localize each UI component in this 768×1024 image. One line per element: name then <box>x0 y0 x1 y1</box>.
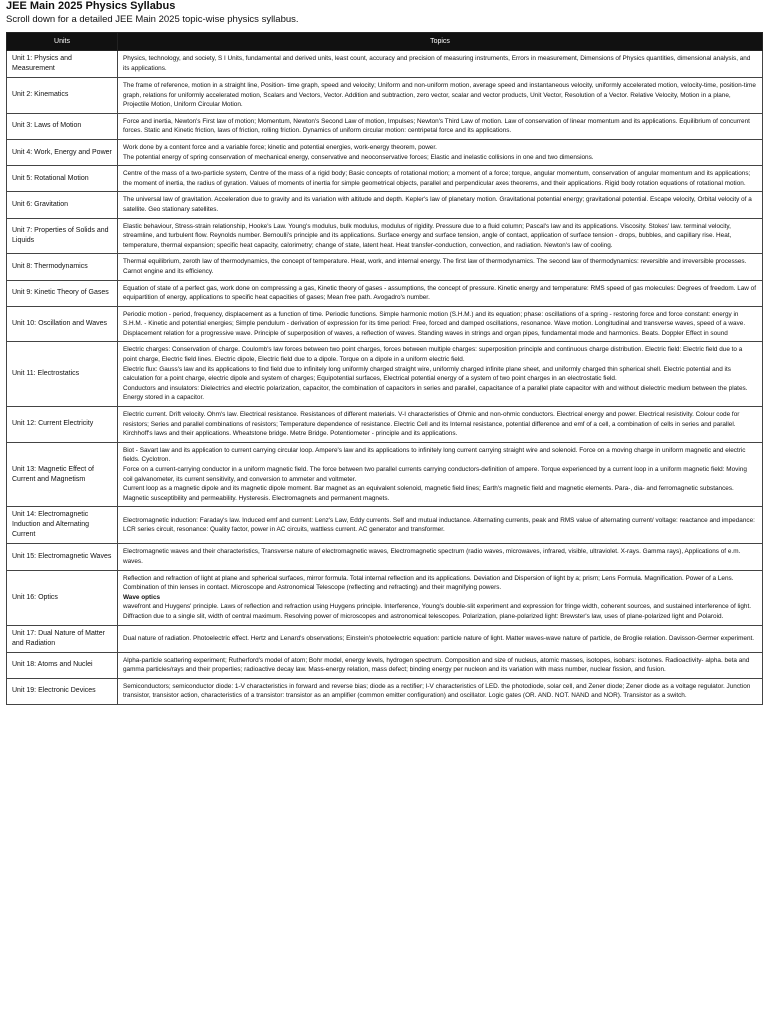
topics-cell <box>118 507 763 544</box>
header-topics: Topics <box>118 33 763 51</box>
topics-cell <box>118 166 763 192</box>
table-row <box>7 652 763 678</box>
unit-cell: Unit 3: Laws of Motion <box>7 113 118 139</box>
table-row <box>7 113 763 139</box>
topics-cell <box>118 678 763 704</box>
table-row <box>7 306 763 342</box>
unit-cell: Unit 16: Optics <box>7 570 118 625</box>
topic-text: Semiconductors; semiconductor diode: 1-V characteristics in forward and reverse bias; diode as a rectifier; I-V characteristics of LED. the photodiode, solar cell, and Zener diode; Zener diode as a voltage regulator. Junction transistor, transistor action, characteristics of a transistor: transistor as an amplifier (common emitter configuration) and oscillator. Logic gates (OR. AND. NOT. NAND and NOR). Transistor as a switch. <box>123 682 751 700</box>
topics-cell <box>118 407 763 443</box>
table-row <box>7 192 763 218</box>
unit-cell: Unit 17: Dual Nature of Matter and Radiation <box>7 625 118 652</box>
table-row <box>7 678 763 704</box>
table-row <box>7 51 763 78</box>
topics-cell <box>118 139 763 165</box>
topics-cell <box>118 280 763 306</box>
table-row <box>7 570 763 625</box>
topics-cell <box>118 254 763 280</box>
topic-text: Force and inertia, Newton's First law of motion; Momentum, Newton's Second Law of motion, Impulses; Newton's Third Law of motion. Law of conservation of linear momentum and its applications. Equilibrium of concurrent forces. Static and Kinetic friction, laws of friction, rolling friction. Dynamics of uniform circular motion: centripetal force and its applications. <box>123 117 750 135</box>
topics-cell <box>118 544 763 570</box>
topic-text: Biot - Savart law and its application to current carrying circular loop. Ampere's law and its applications to infinitely long current carrying straight wire and solenoid. Force on a moving charge in uniform magnetic and electric fields. Cyclotron. <box>123 446 746 464</box>
unit-cell: Unit 5: Rotational Motion <box>7 166 118 192</box>
page-subtitle: Scroll down for a detailed JEE Main 2025 topic-wise physics syllabus. <box>6 14 299 25</box>
page-title: JEE Main 2025 Physics Syllabus <box>6 0 176 12</box>
unit-cell: Unit 8: Thermodynamics <box>7 254 118 280</box>
unit-cell: Unit 12: Current Electricity <box>7 407 118 443</box>
table-row <box>7 166 763 192</box>
table-header-row <box>7 33 763 51</box>
topic-text: Wave optics <box>123 593 161 601</box>
unit-cell: Unit 19: Electronic Devices <box>7 678 118 704</box>
table-row <box>7 139 763 165</box>
topic-text: Electric current. Drift velocity. Ohm's law. Electrical resistance. Resistances of different materials. V-I characteristics of Ohmic and non-ohmic conductors. Electrical energy and power. Electrical resistivity. Colour code for resistors; Series and parallel combinations of resistors; Temperature dependence of resistance. Electric Cell and its Internal resistance, potential difference and emf of a cell, a combination of cells in series and parallel. Kirchhoff's laws and their applications. Wheatstone bridge. Metre Bridge. Potentiometer - principle and its applications. <box>123 411 740 438</box>
topics-cell <box>118 570 763 625</box>
topics-cell <box>118 652 763 678</box>
topic-text: wavefront and Huygens' principle. Laws of reflection and refraction using Huygens principle. Interference, Young's double-slit experiment and expression for fringe width, coherent sources, and sustained interference of light. Diffraction due to a single slit, width of central maximum. Resolving power of microscopes and astronomical telescopes. Polarization, plane-polarized light: Brewster's law, uses of plane-polarized light and Polaroid. <box>123 603 752 620</box>
table-row <box>7 280 763 306</box>
unit-cell: Unit 14: Electromagnetic Induction and Alternating Current <box>7 507 118 544</box>
unit-cell: Unit 2: Kinematics <box>7 78 118 114</box>
topic-text: Centre of the mass of a two-particle system, Centre of the mass of a rigid body; Basic concepts of rotational motion; a moment of a force; torque, angular momentum, conservation of angular momentum and its applications; the moment of inertia, the radius of gyration. Values of moments of inertia for simple geometrical objects, parallel and perpendicular axes theorems, and their applications. Rigid body rotation equations of rotational motion. <box>123 170 751 187</box>
topics-cell <box>118 51 763 78</box>
table-row <box>7 254 763 280</box>
unit-cell: Unit 11: Electrostatics <box>7 342 118 407</box>
table-row <box>7 442 763 507</box>
unit-cell: Unit 15: Electromagnetic Waves <box>7 544 118 570</box>
topic-text: Electric flux: Gauss's law and its applications to find field due to infinitely long uniformly charged straight wire, uniformly charged infinite plane sheet, and uniformly charged thin spherical shell. Electric potential and its calculation for a point charge, electric dipole and system of charges; Equipotential surfaces, Electrical potential energy of a system of two point charges in an electrostatic field. <box>123 365 731 383</box>
unit-cell: Unit 10: Oscillation and Waves <box>7 306 118 342</box>
topic-text: Reflection and refraction of light at plane and spherical surfaces, mirror formula. Total internal reflection and its applications. Deviation and Dispersion of light by a; prism; Lens Formula. Magnification. Power of a Lens. Combination of thin lenses in contact. Microscope and Astronomical Telescope (reflecting and refracting) and their magnifying powers. <box>123 574 734 592</box>
topics-cell <box>118 342 763 407</box>
unit-cell: Unit 13: Magnetic Effect of Current and Magnetism <box>7 442 118 507</box>
topic-text: Electric charges: Conservation of charge. Coulomb's law forces between two point charges, forces between multiple charges: superposition principle and continuous charge distribution. Electric field: Electric field due to a point charge, Electric field lines. Electric dipole, Electric field due to a dipole. Torque on a dipole in a uniform electric field. <box>123 346 743 364</box>
topic-text: Electromagnetic waves and their characteristics, Transverse nature of electromagnetic waves, Electromagnetic spectrum (radio waves, microwaves, infrared, visible, ultraviolet. X-rays. Gamma rays), Applications of e.m. waves. <box>123 548 741 565</box>
topic-text: Dual nature of radiation. Photoelectric effect. Hertz and Lenard's observations; Einstein's photoelectric equation: particle nature of light. Matter waves-wave nature of particle, de Broglie relation. Davisson-Germer experiment. <box>123 634 755 642</box>
syllabus-table <box>6 32 763 705</box>
table-row <box>7 544 763 570</box>
table-row <box>7 625 763 652</box>
table-row <box>7 507 763 544</box>
topic-text: The frame of reference, motion in a straight line, Position- time graph, speed and velocity; Uniform and non-uniform motion, average speed and instantaneous velocity, uniformly accelerated motion, velocity-time, position-time graph, relations for uniformly accelerated motion, Scalars and Vectors, Vector. Addition and subtraction, zero vector, scalar and vector products, Unit Vector, Resolution of a Vector. Relative Velocity, Motion in a plane, Projectile Motion, Uniform Circular Motion. <box>123 82 756 109</box>
topic-text: Periodic motion - period, frequency, displacement as a function of time. Periodic functions. Simple harmonic motion (S.H.M.) and its equation; phase: oscillations of a spring - restoring force and force constant: energy in S.H.M. - Kinetic and potential energies; Simple pendulum - derivation of expression for its time period: Free, forced and damped oscillations, resonance. Wave motion. Longitudinal and transverse waves, speed of a wave. Displacement relation for a progressive wave. Principle of superposition of waves, a reflection of waves. Standing waves in strings and organ pipes, fundamental mode and harmonics. Beats. Doppler Effect in sound <box>123 310 746 337</box>
topics-cell <box>118 192 763 218</box>
table-row <box>7 78 763 114</box>
topics-cell <box>118 78 763 114</box>
topic-text: The universal law of gravitation. Acceleration due to gravity and its variation with altitude and depth. Kepler's law of planetary motion. Gravitational potential energy; gravitational potential. Escape velocity, Orbital velocity of a satellite. Geo stationary satellites. <box>123 196 752 213</box>
header-units: Units <box>7 33 118 51</box>
topics-cell <box>118 442 763 507</box>
topic-text: Work done by a content force and a variable force; kinetic and potential energies, work-energy theorem, power. <box>123 143 437 151</box>
unit-cell: Unit 7: Properties of Solids and Liquids <box>7 218 118 254</box>
topic-text: Current loop as a magnetic dipole and its magnetic dipole moment. Bar magnet as an equivalent solenoid, magnetic field lines; Earth's magnetic field and magnetic elements. Para-, dia- and ferromagnetic substances. Magnetic susceptibility and permeability. Hysteresis. Electromagnets and permanent magnets. <box>123 485 734 502</box>
topic-text: Electromagnetic induction: Faraday's law. Induced emf and current: Lenz's Law, Eddy currents. Self and mutual inductance. Alternating currents, peak and RMS value of alternating current/ voltage: reactance and impedance: LCR series circuit, resonance: Quality factor, power in AC circuits, wattless current. AC generator and transformer. <box>123 516 755 534</box>
unit-cell: Unit 1: Physics and Measurement <box>7 51 118 78</box>
table-body <box>7 51 763 705</box>
topic-text: The potential energy of spring conservation of mechanical energy, conservative and neoconservative forces; Elastic and inelastic collisions in one and two dimensions. <box>123 153 594 161</box>
topic-text: Elastic behaviour, Stress-strain relationship, Hooke's Law. Young's modulus, bulk modulus, modulus of rigidity. Pressure due to a fluid column; Pascal's law and its applications. Viscosity. Stokes' law. terminal velocity, streamline, and turbulent flow. Reynolds number. Bernoulli's principle and its applications. Surface energy and surface tension, angle of contact, application of surface tension - drops, bubbles, and capillary rise. Heat, temperature, thermal expansion; specific heat capacity, calorimetry; change of state, latent heat. Heat transfer-conduction, convection, and radiation. Newton's law of cooling. <box>123 222 732 249</box>
topics-cell <box>118 306 763 342</box>
topics-cell <box>118 625 763 652</box>
topic-text: Equation of state of a perfect gas, work done on compressing a gas, Kinetic theory of gases - assumptions, the concept of pressure. Kinetic energy and temperature: RMS speed of gas molecules: Degrees of freedom. Law of equipartition of energy, applications to specific heat capacities of gases; Mean free path. Avogadro's number. <box>123 284 757 302</box>
topic-text: Alpha-particle scattering experiment; Rutherford's model of atom; Bohr model, energy levels, hydrogen spectrum. Composition and size of nucleus, atomic masses, isotopes, isobars: isotones. Radioactivity- alpha. beta and gamma particles/rays and their properties; radioactive decay law. Mass-energy relation, mass defect; binding energy per nucleon and its variation with mass number, nuclear fission, and fusion. <box>123 656 750 674</box>
table-row <box>7 342 763 407</box>
unit-cell: Unit 4: Work, Energy and Power <box>7 139 118 165</box>
topic-text: Conductors and insulators: Dielectrics and electric polarization, capacitor, the combination of capacitors in series and parallel, capacitance of a parallel plate capacitor with and without dielectric medium between the plates. Energy stored in a capacitor. <box>123 384 748 402</box>
unit-cell: Unit 6: Gravitation <box>7 192 118 218</box>
unit-cell: Unit 18: Atoms and Nuclei <box>7 652 118 678</box>
topic-text: Thermal equilibrium, zeroth law of thermodynamics, the concept of temperature. Heat, work, and internal energy. The first law of thermodynamics. The second law of thermodynamics: reversible and irreversible processes. Carnot engine and its efficiency. <box>123 258 747 275</box>
topic-text: Physics, technology, and society, S I Units, fundamental and derived units, least count, accuracy and precision of measuring instruments, Errors in measurement, Dimensions of Physics quantities, dimensional analysis, and its applications. <box>123 55 751 72</box>
topic-text: Force on a current-carrying conductor in a uniform magnetic field. The force between two parallel currents carrying conductors-definition of ampere. Torque experienced by a current loop in a uniform magnetic field: Moving coil galvanometer, its current sensitivity, and conversion to ammeter and voltmeter. <box>123 466 747 483</box>
topics-cell <box>118 218 763 254</box>
topics-cell <box>118 113 763 139</box>
table-row <box>7 218 763 254</box>
unit-cell: Unit 9: Kinetic Theory of Gases <box>7 280 118 306</box>
table-row <box>7 407 763 443</box>
